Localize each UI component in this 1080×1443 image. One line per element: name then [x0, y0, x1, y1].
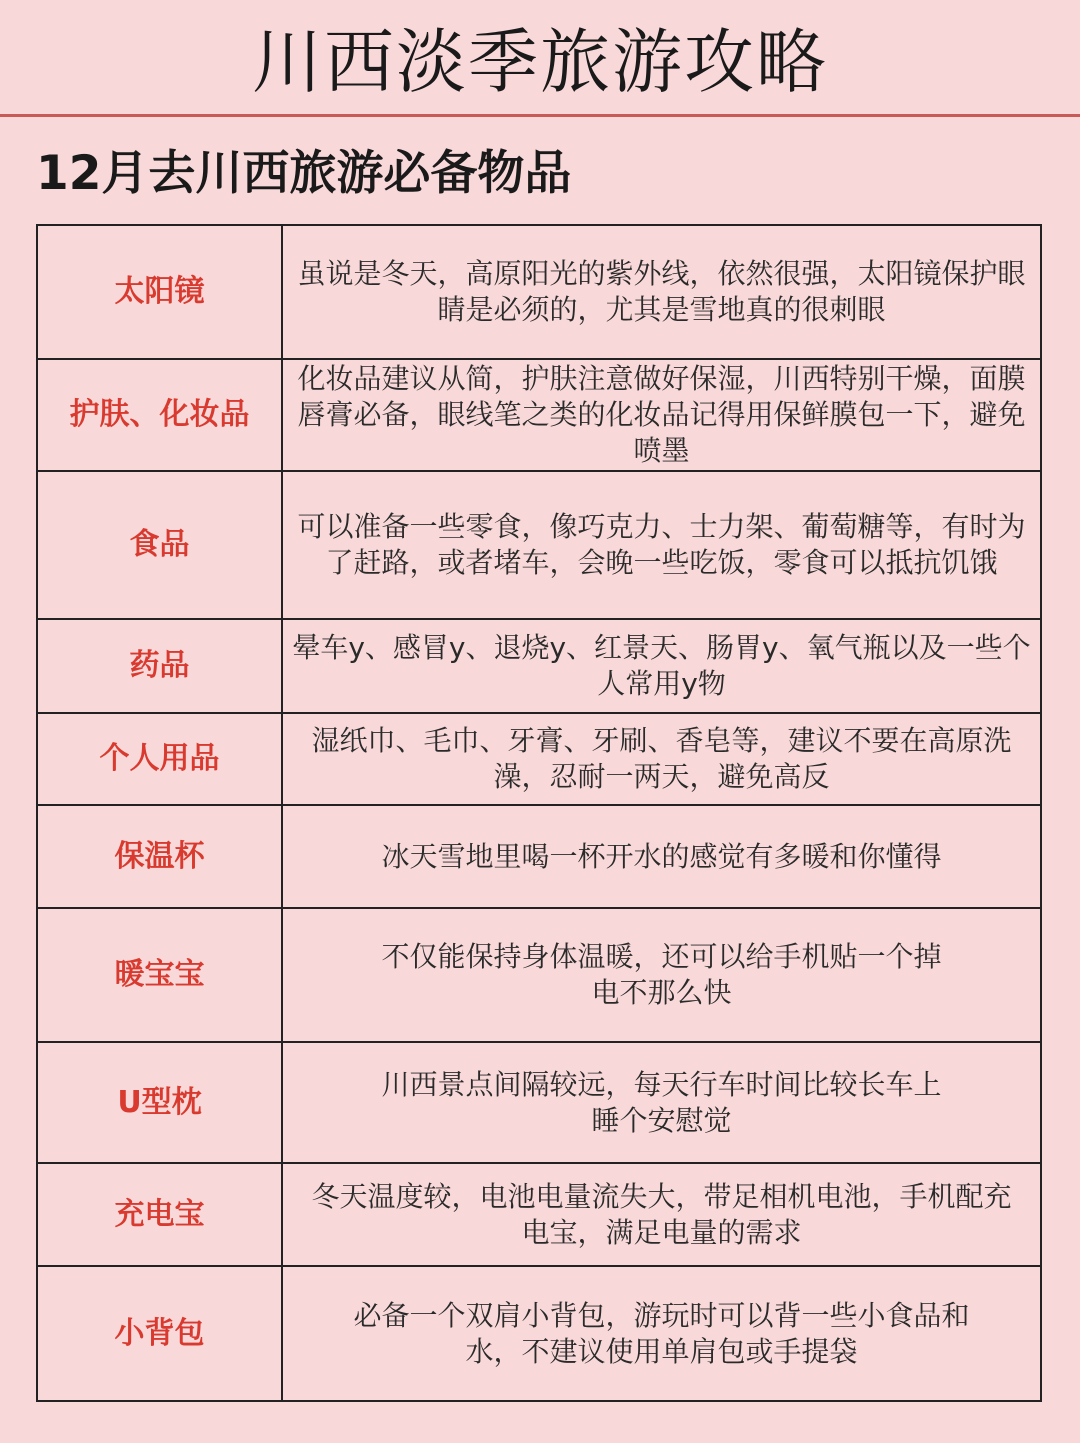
item-description: [282, 619, 1041, 713]
item-description-text: 不仅能保持身体温暖，还可以给手机贴一个掉电不那么快: [381, 940, 942, 1009]
item-description: [282, 1266, 1041, 1401]
table-row: [37, 908, 1041, 1042]
item-name: 充电宝: [37, 1163, 282, 1266]
table-row: [37, 1042, 1041, 1163]
item-description: [282, 359, 1041, 471]
title-divider: [0, 114, 1080, 117]
table-row: [37, 1163, 1041, 1266]
table-row: [37, 619, 1041, 713]
item-description-text: 化妆品建议从简，护肤注意做好保湿，川西特别干燥，面膜唇膏必备，眼线笔之类的化妆品记得用保鲜膜包一下，避免喷墨: [297, 362, 1026, 467]
item-description-text: 冰天雪地里喝一杯开水的感觉有多暖和你懂得: [381, 839, 942, 873]
packing-list-table: [36, 224, 1042, 1402]
table-row: [37, 1266, 1041, 1401]
item-description-text: 晕车y、感冒y、退烧y、红景天、肠胃y、氧气瓶以及一些个人常用y物: [292, 631, 1031, 700]
item-name: 护肤、化妆品: [37, 359, 282, 471]
table-row: [37, 713, 1041, 805]
item-name: 小背包: [37, 1266, 282, 1401]
item-description-text: 川西景点间隔较远，每天行车时间比较长车上睡个安慰觉: [381, 1067, 942, 1137]
table-row: [37, 359, 1041, 471]
item-name: 药品: [37, 619, 282, 713]
item-description: [282, 471, 1041, 619]
item-description: [282, 805, 1041, 908]
item-description: [282, 1042, 1041, 1163]
item-description: [282, 713, 1041, 805]
item-description: [282, 908, 1041, 1042]
item-description-text: 必备一个双肩小背包，游玩时可以背一些小食品和水，不建议使用单肩包或手提袋: [353, 1298, 970, 1368]
item-description-text: 冬天温度较，电池电量流失大，带足相机电池，手机配充电宝，满足电量的需求: [311, 1179, 1012, 1249]
item-description-text: 湿纸巾、毛巾、牙膏、牙刷、香皂等，建议不要在高原洗澡，忍耐一两天，避免高反: [311, 724, 1012, 793]
item-name: 保温杯: [37, 805, 282, 908]
table-row: [37, 471, 1041, 619]
item-description: [282, 225, 1041, 359]
item-name: U型枕: [37, 1042, 282, 1163]
table-row: [37, 805, 1041, 908]
item-name: 个人用品: [37, 713, 282, 805]
item-name: 太阳镜: [37, 225, 282, 359]
item-description-text: 可以准备一些零食，像巧克力、士力架、葡萄糖等，有时为了赶路，或者堵车，会晚一些吃饭，零食可以抵抗饥饿: [297, 510, 1026, 579]
item-name: 暖宝宝: [37, 908, 282, 1042]
table-row: [37, 225, 1041, 359]
item-description-text: 虽说是冬天，高原阳光的紫外线，依然很强，太阳镜保护眼睛是必须的，尤其是雪地真的很刺眼: [297, 257, 1026, 326]
item-description: [282, 1163, 1041, 1266]
item-name: 食品: [37, 471, 282, 619]
page-title: 川西淡季旅游攻略: [252, 21, 828, 103]
section-heading: 12月去川西旅游必备物品: [36, 146, 572, 201]
